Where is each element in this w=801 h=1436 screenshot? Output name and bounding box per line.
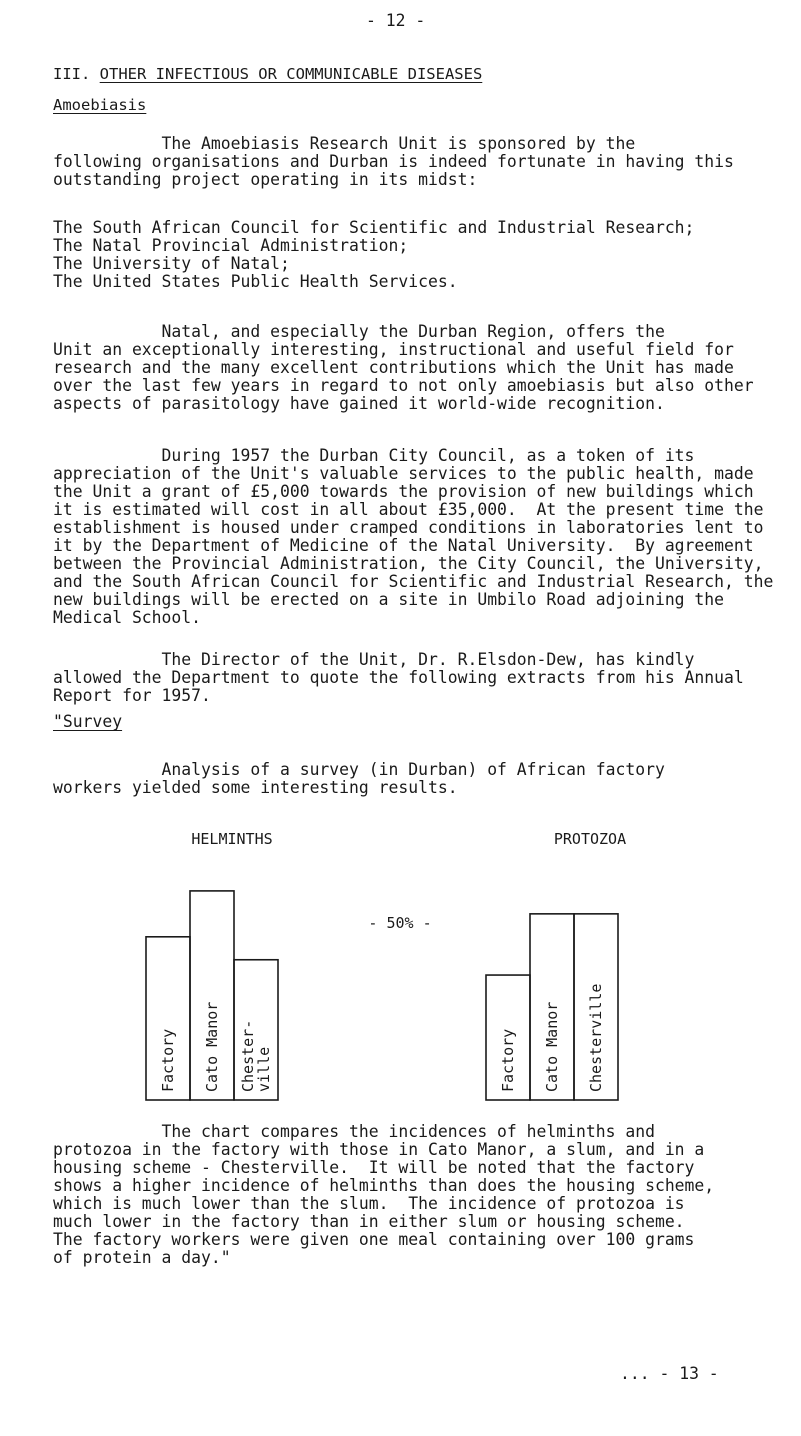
- chart-group-title-protozoa: PROTOZOA: [553, 830, 627, 848]
- bar-label-protozoa-cato-manor: [543, 1002, 561, 1092]
- sponsor-list: The South African Council for Scientific and Industrial Research; The Natal Provincial Administration; The University of Natal; The United States Public Health Services.: [53, 218, 695, 291]
- page-number-top: - 12 -: [366, 11, 426, 30]
- paragraph-chart-description: The chart compares the incidences of helminths and protozoa in the factory with those in Cato Manor, a slum, and in a housing scheme - Chesterville. It will be noted that the factory shows a higher incidence of helminths than does the housing scheme, which is much lower than the slum. The incidence of protozoa is much lower in the factory than in either slum or housing scheme. The factory workers were given one meal containing over 100 grams of protein a day.": [53, 1122, 715, 1267]
- svg-text:Factory: Factory: [499, 1028, 517, 1092]
- paragraph-intro: The Amoebiasis Research Unit is sponsored by the following organisations and Durban is indeed fortunate in having this outstanding project operating in its midst:: [53, 134, 734, 189]
- bar-label-protozoa-chesterville: [587, 984, 605, 1092]
- chart-group-title-helminths: HELMINTHS: [191, 830, 273, 848]
- bar-label-helminths-cato-manor: [203, 1002, 221, 1092]
- bar-label-helminths-chester-ville: [239, 1020, 273, 1092]
- svg-text:Cato Manor: Cato Manor: [203, 1001, 221, 1092]
- bar-label-protozoa-factory: [499, 1029, 517, 1092]
- paragraph-survey: Analysis of a survey (in Durban) of African factory workers yielded some interesting results.: [53, 760, 665, 797]
- section-heading: OTHER INFECTIOUS OR COMMUNICABLE DISEASES: [99, 65, 483, 83]
- chart-reference-label: - 50% -: [368, 914, 432, 932]
- paragraph-grant: During 1957 the Durban City Council, as a token of its appreciation of the Unit's valuable services to the public health, made the Unit a grant of £5,000 towards the provision of new buildings which it is estimated will cost in all about £35,000. At the present time the establishment is housed under cramped conditions in laboratories lent to it by the Department of Medicine of the Natal University. By agreement between the Provincial Administration, the City Council, the University, and the South African Council for Scientific and Industrial Research, the new buildings will be erected on a site in Umbilo Road adjoining the Medical School.: [53, 446, 774, 627]
- section-subtitle: Amoebiasis: [53, 96, 147, 114]
- section-title: [53, 65, 482, 83]
- svg-text:Chesterville: Chesterville: [587, 983, 605, 1092]
- section-number: III.: [53, 65, 100, 83]
- survey-heading: "Survey: [53, 712, 123, 731]
- svg-text:Cato Manor: Cato Manor: [543, 1001, 561, 1092]
- paragraph-natal: Natal, and especially the Durban Region, offers the Unit an exceptionally interesting, instructional and useful field for research and the many excellent contributions which the Unit has made over the last few years in regard to not only amoebiasis but also other aspects of parasitology have gained it world-wide recognition.: [53, 322, 754, 413]
- paragraph-director: The Director of the Unit, Dr. R.Elsdon-Dew, has kindly allowed the Department to quote the following extracts from his Annual Report for 1957.: [53, 650, 744, 705]
- svg-text:Factory: Factory: [159, 1028, 177, 1092]
- page-number-bottom: ... - 13 -: [620, 1364, 719, 1383]
- svg-text:Chester-: Chester-: [239, 1019, 257, 1092]
- bar-label-helminths-factory: [159, 1029, 177, 1092]
- svg-text:ville: ville: [255, 1046, 273, 1092]
